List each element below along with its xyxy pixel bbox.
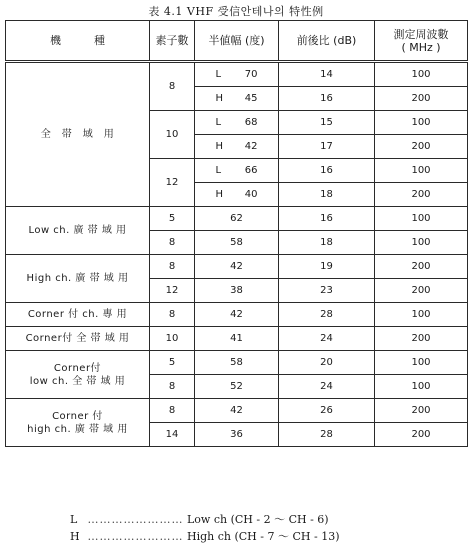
beamwidth-value: 68 <box>244 117 258 128</box>
elements-cell: 5 <box>150 207 195 231</box>
frequency-cell: 100 <box>375 351 468 375</box>
polarization-label: H <box>215 141 224 152</box>
table-row <box>6 62 468 87</box>
beamwidth-cell: 52 <box>195 375 279 399</box>
beamwidth-cell: 38 <box>195 279 279 303</box>
fb-ratio-cell: 17 <box>279 135 375 159</box>
frequency-cell: 200 <box>375 279 468 303</box>
fb-ratio-cell: 16 <box>279 87 375 111</box>
polarization-label: L <box>215 165 222 176</box>
table-row <box>6 399 468 423</box>
elements-cell: 8 <box>150 303 195 327</box>
elements-cell: 14 <box>150 423 195 447</box>
beamwidth-cell: 41 <box>195 327 279 351</box>
type-cell: Corner 付 ch. 專 用 <box>6 303 150 327</box>
frequency-cell: 100 <box>375 375 468 399</box>
type-cell <box>6 351 150 399</box>
beamwidth-cell <box>195 62 279 87</box>
elements-cell: 10 <box>150 327 195 351</box>
table-row <box>6 327 468 351</box>
beamwidth-cell <box>195 183 279 207</box>
elements-cell: 12 <box>150 279 195 303</box>
fb-ratio-cell: 15 <box>279 111 375 135</box>
beamwidth-cell <box>195 87 279 111</box>
fb-ratio-cell: 24 <box>279 327 375 351</box>
beamwidth-value: 40 <box>244 189 258 200</box>
frequency-cell: 100 <box>375 62 468 87</box>
frequency-cell: 200 <box>375 183 468 207</box>
footnote-low <box>70 511 340 528</box>
header-frequency <box>375 21 468 62</box>
beamwidth-cell: 42 <box>195 399 279 423</box>
beamwidth-cell: 42 <box>195 303 279 327</box>
beamwidth-value: 42 <box>244 141 258 152</box>
frequency-cell: 100 <box>375 207 468 231</box>
fb-ratio-cell: 14 <box>279 62 375 87</box>
type-cell: High ch. 廣 帯 域 用 <box>6 255 150 303</box>
fb-ratio-cell: 20 <box>279 351 375 375</box>
fb-ratio-cell: 16 <box>279 159 375 183</box>
fb-ratio-cell: 18 <box>279 183 375 207</box>
type-cell: Corner付 全 帯 域 用 <box>6 327 150 351</box>
type-line2: low ch. 全 帯 域 用 <box>29 375 126 387</box>
elements-cell: 8 <box>150 231 195 255</box>
beamwidth-cell: 58 <box>195 231 279 255</box>
frequency-cell: 200 <box>375 327 468 351</box>
beamwidth-value: 45 <box>244 93 258 104</box>
type-cell: Low ch. 廣 帯 域 用 <box>6 207 150 255</box>
frequency-cell: 200 <box>375 135 468 159</box>
elements-cell: 8 <box>150 399 195 423</box>
frequency-cell: 200 <box>375 255 468 279</box>
footnotes <box>70 511 340 545</box>
beamwidth-cell: 36 <box>195 423 279 447</box>
fb-ratio-cell: 26 <box>279 399 375 423</box>
table-row <box>6 351 468 375</box>
fb-ratio-cell: 18 <box>279 231 375 255</box>
frequency-cell: 100 <box>375 111 468 135</box>
fb-ratio-cell: 24 <box>279 375 375 399</box>
table-row <box>6 255 468 279</box>
elements-cell: 5 <box>150 351 195 375</box>
polarization-label: H <box>215 93 224 104</box>
frequency-cell: 100 <box>375 231 468 255</box>
beamwidth-cell: 58 <box>195 351 279 375</box>
footnote-text: High ch (CH - 7 ～ CH - 13) <box>187 530 340 543</box>
polarization-label: L <box>215 117 222 128</box>
footnote-high <box>70 528 340 545</box>
header-row <box>6 21 468 62</box>
beamwidth-cell: 42 <box>195 255 279 279</box>
table-caption: 表 4.1 VHF 受信안테나의 特性例 <box>148 5 324 18</box>
table-row <box>6 207 468 231</box>
frequency-cell: 200 <box>375 87 468 111</box>
beamwidth-cell <box>195 159 279 183</box>
header-beamwidth: 半値幅 (度) <box>195 21 279 62</box>
beamwidth-value: 66 <box>244 165 258 176</box>
footnote-key: L <box>70 513 78 526</box>
elements-cell: 8 <box>150 375 195 399</box>
header-frequency-line2: ( MHz ) <box>401 40 441 54</box>
header-frequency-line1: 測定周波數 <box>393 27 449 41</box>
footnote-leader: …………………… <box>87 530 184 543</box>
elements-cell: 8 <box>150 255 195 279</box>
header-fb-ratio: 前後比 (dB) <box>279 21 375 62</box>
type-cell <box>6 399 150 447</box>
fb-ratio-cell: 19 <box>279 255 375 279</box>
fb-ratio-cell: 28 <box>279 423 375 447</box>
antenna-spec-table <box>5 20 468 447</box>
type-cell: 全 帯 域 用 <box>6 62 150 207</box>
beamwidth-cell: 62 <box>195 207 279 231</box>
header-elements: 素子數 <box>150 21 195 62</box>
footnote-leader: …………………… <box>87 513 184 526</box>
fb-ratio-cell: 16 <box>279 207 375 231</box>
fb-ratio-cell: 23 <box>279 279 375 303</box>
elements-cell: 10 <box>150 111 195 159</box>
frequency-cell: 200 <box>375 423 468 447</box>
table-row <box>6 303 468 327</box>
frequency-cell: 100 <box>375 303 468 327</box>
beamwidth-cell <box>195 111 279 135</box>
frequency-cell: 100 <box>375 159 468 183</box>
elements-cell: 8 <box>150 62 195 111</box>
header-type: 機 種 <box>6 21 150 62</box>
polarization-label: L <box>215 69 222 80</box>
beamwidth-cell <box>195 135 279 159</box>
beamwidth-value: 70 <box>244 69 258 80</box>
fb-ratio-cell: 28 <box>279 303 375 327</box>
type-line1: Corner 付 <box>52 410 103 422</box>
footnote-text: Low ch (CH - 2 ～ CH - 6) <box>187 513 329 526</box>
elements-cell: 12 <box>150 159 195 207</box>
type-line1: Corner付 <box>53 362 102 374</box>
footnote-key: H <box>70 530 80 543</box>
frequency-cell: 200 <box>375 399 468 423</box>
polarization-label: H <box>215 189 224 200</box>
type-line2: high ch. 廣 帯 域 用 <box>27 423 128 435</box>
